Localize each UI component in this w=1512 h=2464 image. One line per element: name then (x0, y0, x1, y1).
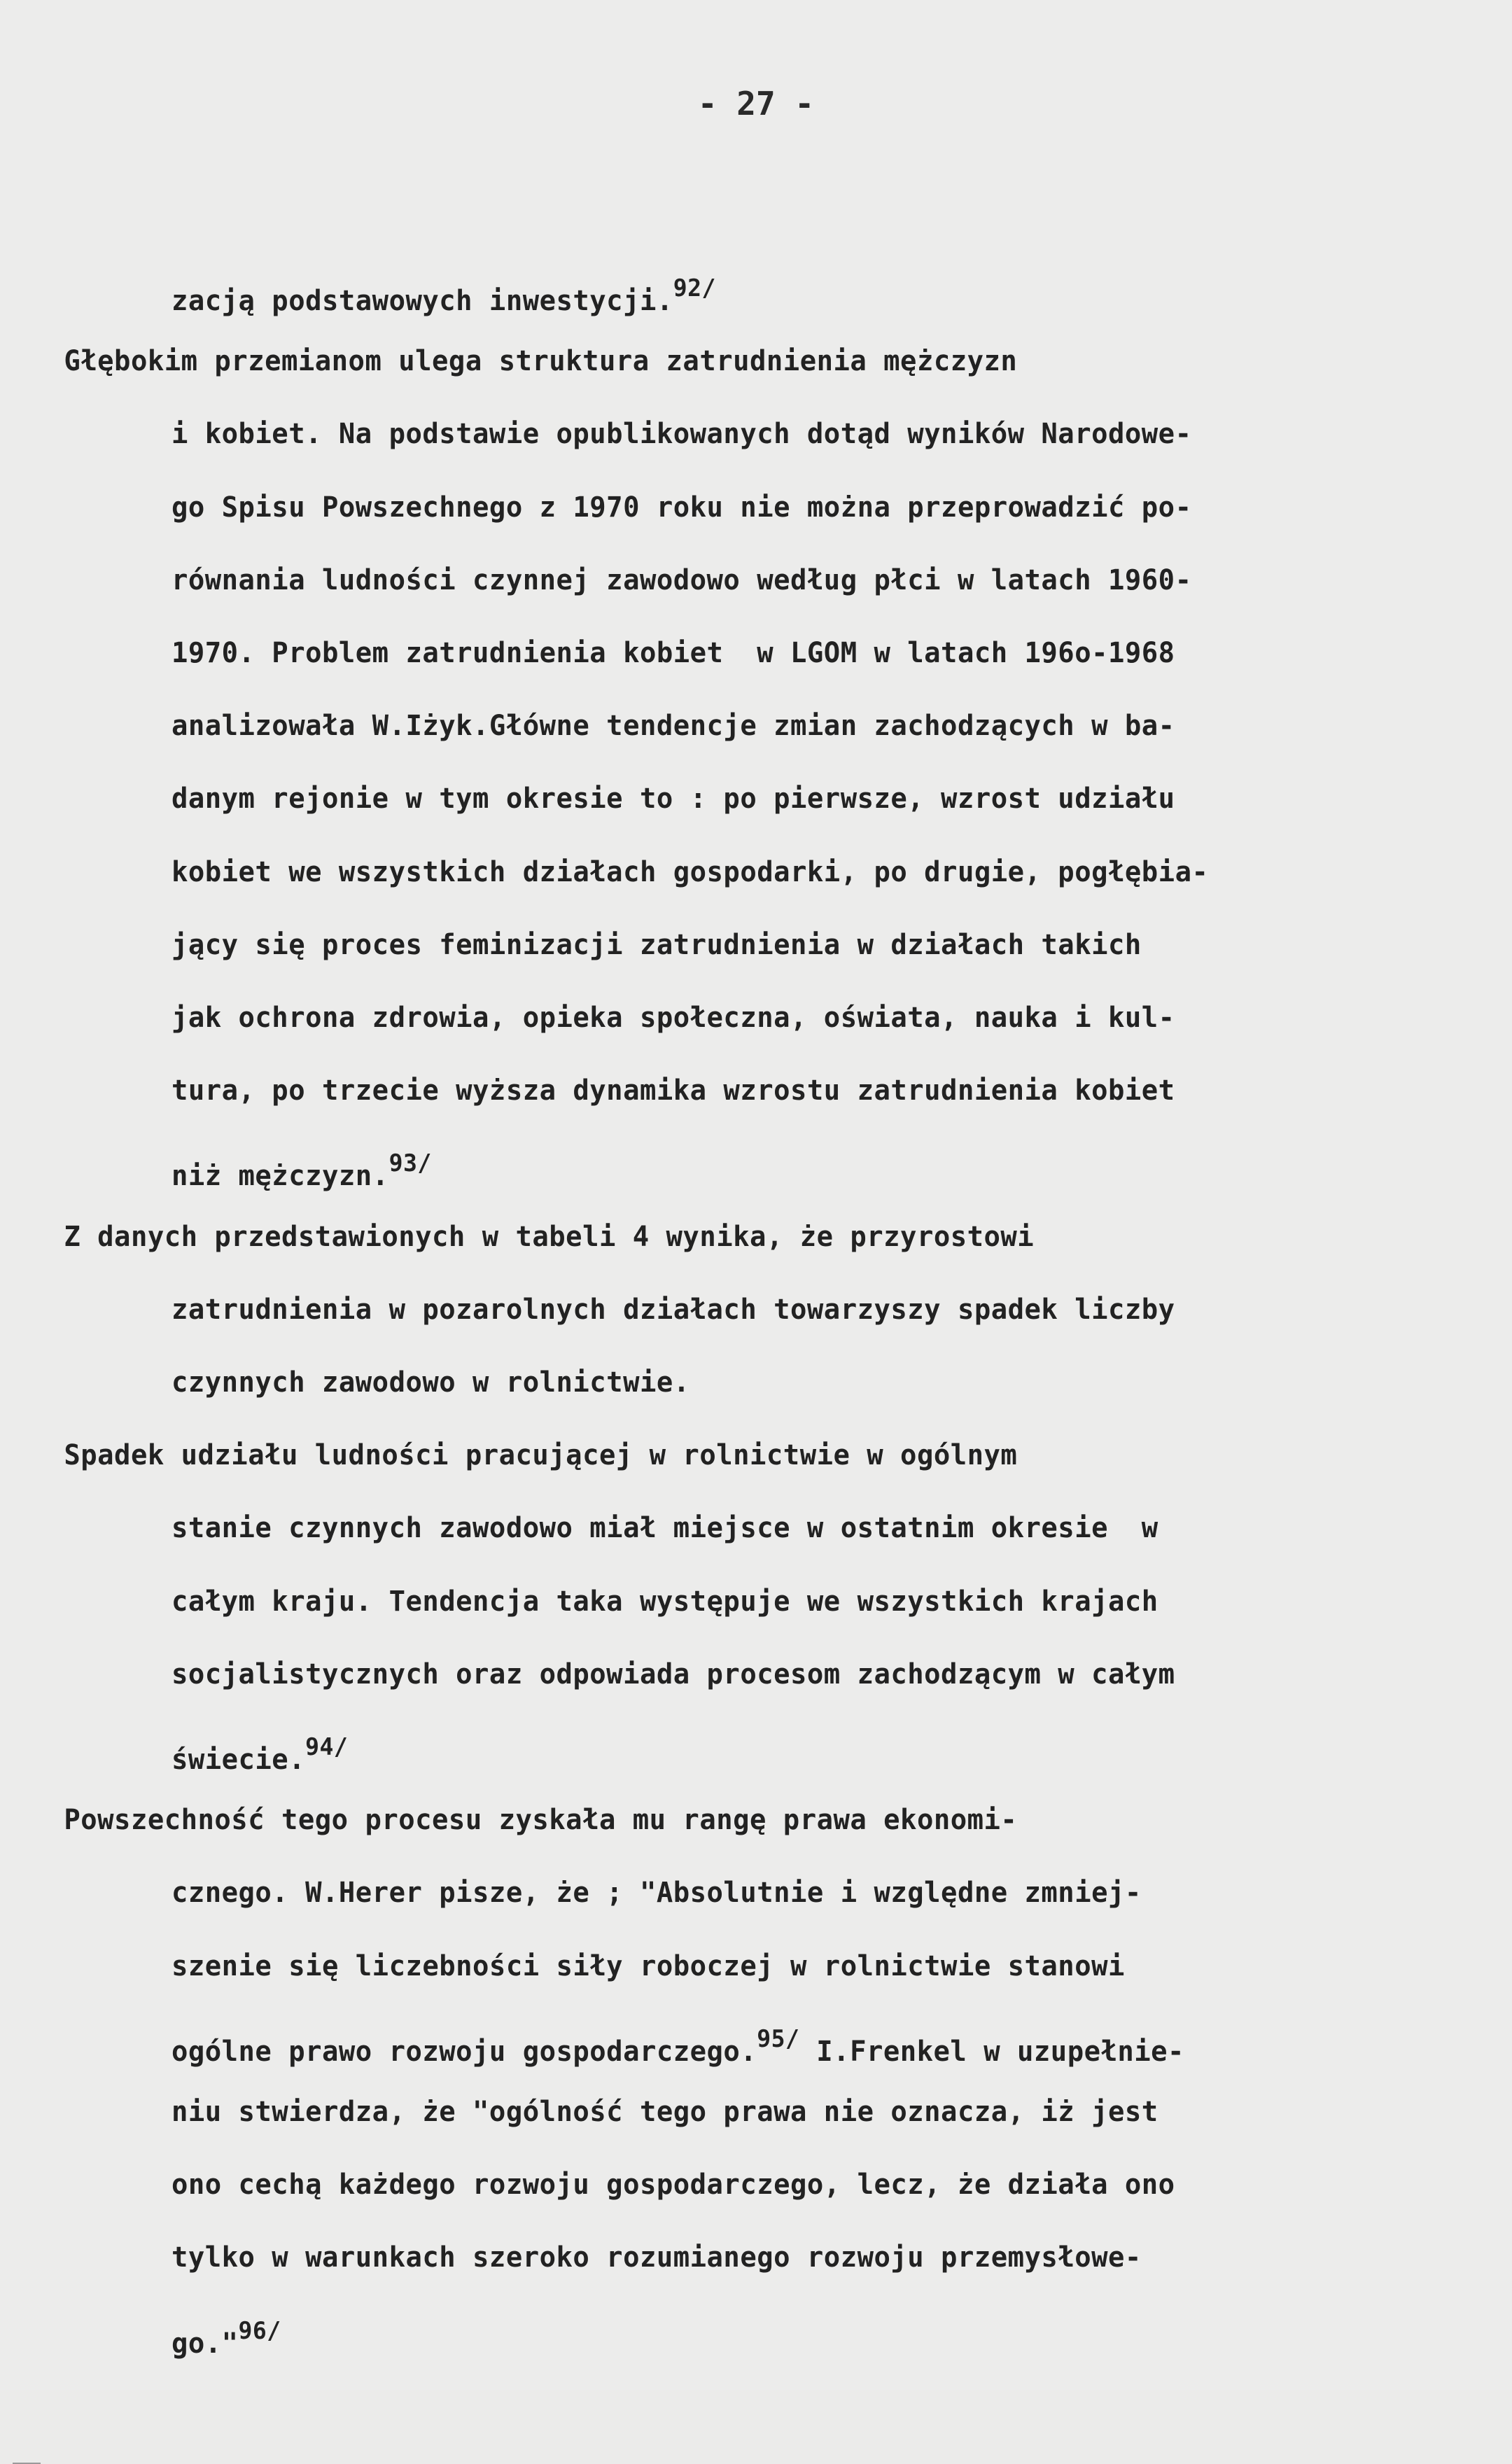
text-line (0, 836, 1470, 909)
text-line (0, 762, 1470, 835)
footnote-ref: 95/ (757, 2024, 800, 2053)
text-line-content: niu stwierdza, że "ogólność tego prawa nie oznacza, iż jest (171, 2096, 1158, 2128)
text-line-content: ono cechą każdego rozwoju gospodarczego, lecz, że działa ono (171, 2169, 1175, 2202)
text-line-content: zatrudnienia w pozarolnych działach towarzyszy spadek liczby (171, 1293, 1175, 1326)
text-line-content: równania ludności czynnej zawodowo według płci w latach 1960- (171, 564, 1192, 596)
text-line-content: świecie. (171, 1744, 306, 1776)
text-line-content: niż mężczyzn. (171, 1160, 389, 1193)
text-line (0, 1856, 1470, 1929)
text-line (0, 2295, 1470, 2367)
text-line-content: tura, po trzecie wyższa dynamika wzrostu zatrudnienia kobiet (171, 1074, 1175, 1107)
text-line (0, 252, 1470, 325)
footnote-ref: 94/ (305, 1733, 349, 1761)
text-line (0, 2076, 1470, 2148)
text-line (0, 1784, 1470, 1856)
text-line-content: zacją podstawowych inwestycji. (171, 285, 673, 317)
text-line (0, 1492, 1470, 1564)
text-line-content: kobiet we wszystkich działach gospodarki, po drugie, pogłębia- (171, 855, 1209, 888)
text-line (0, 909, 1470, 981)
text-line-content: ogólne prawo rozwoju gospodarczego. (171, 2035, 757, 2068)
footnote-ref: 96/ (238, 2316, 281, 2345)
text-line (0, 1565, 1470, 1638)
text-line (0, 398, 1470, 470)
text-line-content: Powszechność tego procesu zyskała mu rangę prawa ekonomi- (64, 1804, 1018, 1837)
text-line (0, 1419, 1470, 1492)
text-line-content: Głębokim przemianom ulega struktura zatrudnienia mężczyzn (64, 345, 1018, 378)
text-line (0, 325, 1470, 398)
text-line-content: analizowała W.Iżyk.Główne tendencje zmian zachodzących w ba- (171, 710, 1175, 743)
text-line-content: danym rejonie w tym okresie to : po pierwsze, wzrost udziału (171, 783, 1175, 816)
text-line (0, 2148, 1470, 2221)
text-line-content: i kobiet. Na podstawie opublikowanych dotąd wyników Narodowe- (171, 418, 1192, 451)
text-line-content: szenie się liczebności siły roboczej w rolnictwie stanowi (171, 1949, 1125, 1982)
text-line (0, 1711, 1470, 1784)
text-line (0, 544, 1470, 617)
text-line-content: Spadek udziału ludności pracującej w rolnictwie w ogólnym (64, 1439, 1018, 1472)
text-line-content: 1970. Problem zatrudnienia kobiet w LGOM w latach 196o-1968 (171, 637, 1175, 669)
text-line-content: socjalistycznych oraz odpowiada procesom zachodzącym w całym (171, 1658, 1175, 1690)
text-line (0, 471, 1470, 544)
page-number: - 27 - (697, 85, 815, 122)
text-line (0, 617, 1470, 690)
text-line (0, 2003, 1470, 2076)
text-line-content: Z danych przedstawionych w tabeli 4 wynika, że przyrostowi (64, 1220, 1035, 1253)
text-line (0, 690, 1470, 762)
text-line (0, 1930, 1470, 2003)
text-line (0, 1273, 1470, 1346)
text-line (0, 2221, 1470, 2294)
footnote-ref: 92/ (673, 274, 716, 302)
text-line (0, 1638, 1470, 1711)
text-line-content: cznego. W.Herer pisze, że ; "Absolutnie i względne zmniej- (171, 1877, 1142, 1910)
text-line-content: jący się proces feminizacji zatrudnienia w działach takich (171, 928, 1142, 961)
text-line (0, 1127, 1470, 1200)
text-line-content: całym kraju. Tendencja taka występuje we wszystkich krajach (171, 1585, 1158, 1618)
text-line-continuation: I.Frenkel w uzupełnie- (799, 2035, 1184, 2068)
text-line-content: tylko w warunkach szeroko rozumianego rozwoju przemysłowe- (171, 2241, 1142, 2274)
text-line-content: stanie czynnych zawodowo miał miejsce w ostatnim okresie w (171, 1512, 1158, 1545)
text-line-content: jak ochrona zdrowia, opieka społeczna, oświata, nauka i kul- (171, 1002, 1175, 1034)
text-line (0, 1054, 1470, 1127)
text-line (0, 1200, 1470, 1273)
text-line-content: go Spisu Powszechnego z 1970 roku nie można przeprowadzić po- (171, 491, 1192, 524)
footnote-ref: 93/ (388, 1149, 432, 1178)
text-line (0, 1346, 1470, 1419)
text-line-content: czynnych zawodowo w rolnictwie. (171, 1366, 690, 1399)
text-line (0, 981, 1470, 1054)
text-line-content: go." (171, 2327, 239, 2360)
